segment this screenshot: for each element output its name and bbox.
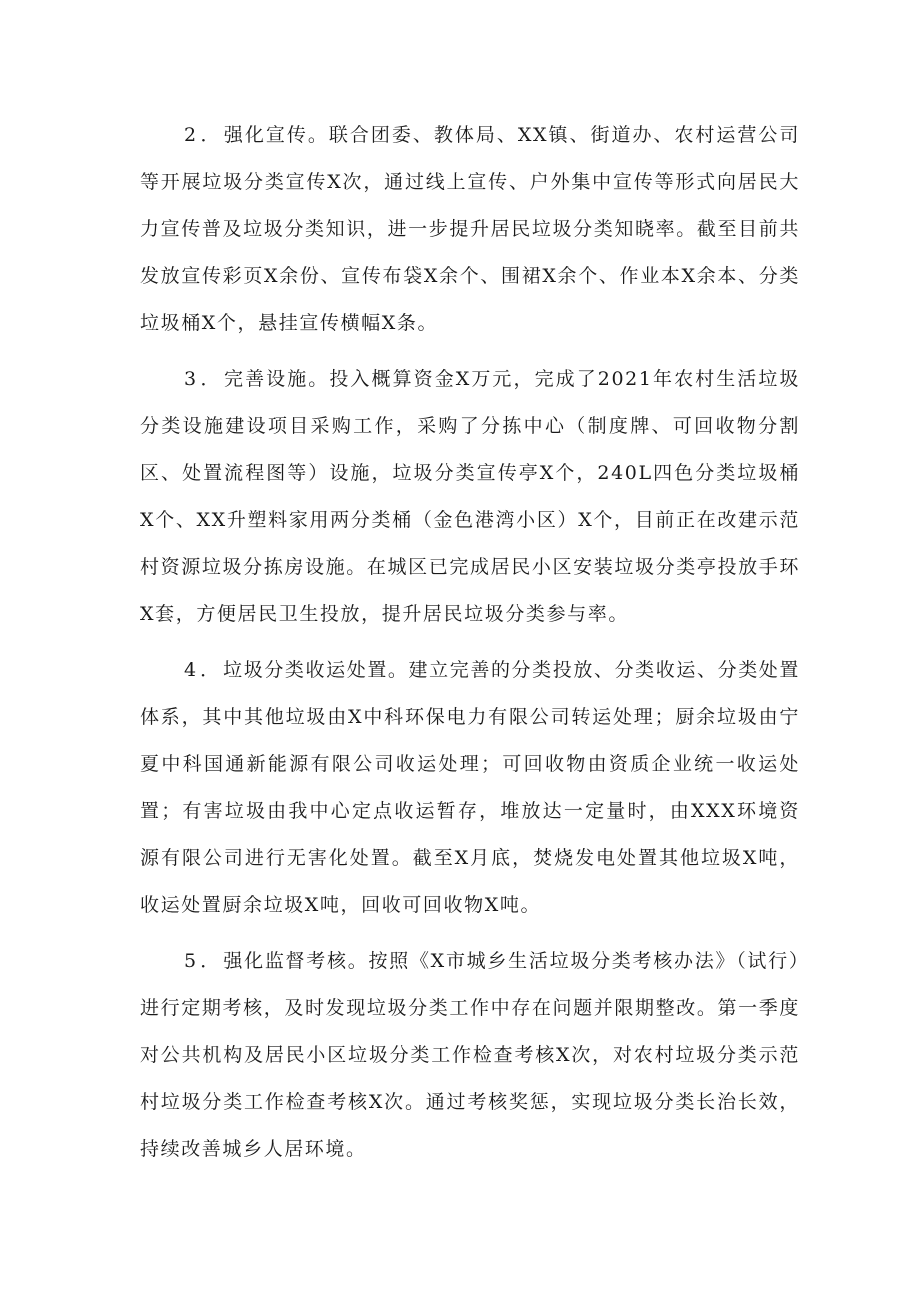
document-page bbox=[140, 112, 800, 1182]
paragraph-text: 强化监督考核。按照《X市城乡生活垃圾分类考核办法》（试行）进行定期考核，及时发现垃圾分类工作中存在问题并限期整改。第一季度对公共机构及居民小区垃圾分类工作检查考核X次，对农村垃圾分类示范村垃圾分类工作检查考核X次。通过考核奖惩，实现垃圾分类长治长效，持续改善城乡人居环境。 bbox=[140, 950, 800, 1160]
paragraph-text: 完善设施。投入概算资金X万元，完成了2021年农村生活垃圾分类设施建设项目采购工作，采购了分拣中心（制度牌、可回收物分割区、处置流程图等）设施，垃圾分类宣传亭X个，240L四色分类垃圾桶X个、XX升塑料家用两分类桶（金色港湾小区）X个，目前正在改建示范村资源垃圾分拣房设施。在城区已完成居民小区安装垃圾分类亭投放手环X套，方便居民卫生投放，提升居民垃圾分类参与率。 bbox=[140, 368, 801, 625]
paragraph-number: 3． bbox=[184, 368, 225, 390]
paragraph-collection bbox=[140, 647, 800, 929]
paragraph-number: 4． bbox=[184, 659, 224, 681]
paragraph-publicity bbox=[140, 112, 800, 347]
paragraph-facilities bbox=[140, 356, 800, 638]
paragraph-text: 垃圾分类收运处置。建立完善的分类投放、分类收运、分类处置体系，其中其他垃圾由X中科环保电力有限公司转运处理；厨余垃圾由宁夏中科国通新能源有限公司收运处理；可回收物由资质企业统一收运处置；有害垃圾由我中心定点收运暂存，堆放达一定量时，由XXX环境资源有限公司进行无害化处置。截至X月底，焚烧发电处置其他垃圾X吨，收运处置厨余垃圾X吨，回收可回收物X吨。 bbox=[140, 659, 800, 916]
paragraph-number: 2． bbox=[184, 124, 224, 146]
paragraph-supervision bbox=[140, 938, 800, 1173]
paragraph-number: 5． bbox=[184, 950, 224, 972]
paragraph-text: 强化宣传。联合团委、教体局、XX镇、街道办、农村运营公司等开展垃圾分类宣传X次，通过线上宣传、户外集中宣传等形式向居民大力宣传普及垃圾分类知识，进一步提升居民垃圾分类知晓率。截至目前共发放宣传彩页X余份、宣传布袋X余个、围裙X余个、作业本X余本、分类垃圾桶X个，悬挂宣传横幅X条。 bbox=[140, 124, 801, 334]
